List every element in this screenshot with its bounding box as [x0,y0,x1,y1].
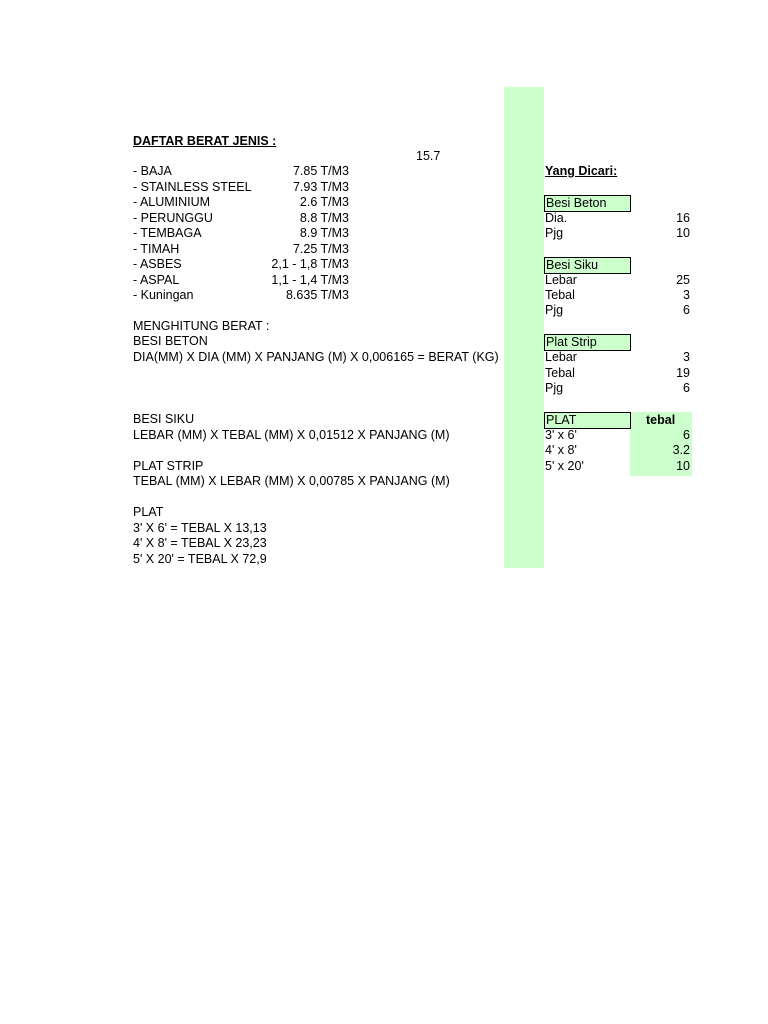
input-label: Pjg [545,381,564,395]
plat-strip-box [544,334,631,351]
material-value: 8.8 T/M3 [299,211,349,225]
besi-beton-label: Besi Beton [546,196,607,210]
besi-siku-box [544,257,631,274]
formula-text: DIA(MM) X DIA (MM) X PANJANG (M) X 0,006165 = BERAT (KG) [133,350,499,364]
input-value[interactable]: 3.2 [672,443,690,457]
formula-label: PLAT STRIP [133,459,204,473]
plat-label: PLAT [546,413,577,427]
input-label: Pjg [545,226,564,240]
material-name: - Kuningan [133,288,194,302]
input-value[interactable]: 25 [676,273,690,287]
formula-text: LEBAR (MM) X TEBAL (MM) X 0,01512 X PANJANG (M) [133,428,450,442]
input-value[interactable]: 16 [676,211,690,225]
highlight-column [504,87,544,568]
material-value: 8.9 T/M3 [299,226,349,240]
material-value: 8.635 T/M3 [285,288,349,302]
material-name: - PERUNGGU [133,211,213,225]
plat-strip-label: Plat Strip [546,335,597,349]
material-name: - TEMBAGA [133,226,202,240]
input-label: Lebar [545,273,577,287]
material-value: 7.25 T/M3 [292,242,349,256]
formula-text: 4' X 8' = TEBAL X 23,23 [133,536,267,550]
material-name: - BAJA [133,164,172,178]
material-value: 1,1 - 1,4 T/M3 [271,273,349,287]
input-value[interactable]: 3 [683,350,690,364]
input-value[interactable]: 6 [683,303,690,317]
besi-beton-box [544,195,631,212]
input-label: 4' x 8' [545,443,577,457]
input-value[interactable]: 10 [676,226,690,240]
input-label: Pjg [545,303,564,317]
formula-heading: MENGHITUNG BERAT : [133,319,270,333]
input-label: Lebar [545,350,577,364]
formula-label: BESI BETON [133,334,208,348]
input-value[interactable]: 10 [676,459,690,473]
material-value: 2.6 T/M3 [299,195,349,209]
input-value[interactable]: 6 [683,428,690,442]
input-label: 3' x 6' [545,428,577,442]
material-value: 7.85 T/M3 [292,164,349,178]
plat-tebal-header: tebal [646,413,676,427]
input-label: Tebal [545,288,575,302]
material-name: - STAINLESS STEEL [133,180,252,194]
formula-text: 3' X 6' = TEBAL X 13,13 [133,521,267,535]
formula-label: PLAT [133,505,164,519]
formula-text: TEBAL (MM) X LEBAR (MM) X 0,00785 X PANJANG (M) [133,474,450,488]
material-value: 2,1 - 1,8 T/M3 [271,257,349,271]
formula-label: BESI SIKU [133,412,195,426]
top-value: 15.7 [416,149,441,163]
search-title: Yang Dicari: [545,164,618,178]
material-name: - ALUMINIUM [133,195,211,209]
besi-siku-label: Besi Siku [546,258,599,272]
input-value[interactable]: 3 [683,288,690,302]
input-label: Dia. [545,211,568,225]
material-name: - ASPAL [133,273,180,287]
formula-text: 5' X 20' = TEBAL X 72,9 [133,552,267,566]
input-label: Tebal [545,366,575,380]
input-value[interactable]: 6 [683,381,690,395]
input-label: 5' x 20' [545,459,584,473]
list-title: DAFTAR BERAT JENIS : [133,134,277,148]
material-name: - ASBES [133,257,182,271]
material-value: 7.93 T/M3 [292,180,349,194]
material-name: - TIMAH [133,242,180,256]
input-value[interactable]: 19 [676,366,690,380]
plat-box [544,412,631,429]
